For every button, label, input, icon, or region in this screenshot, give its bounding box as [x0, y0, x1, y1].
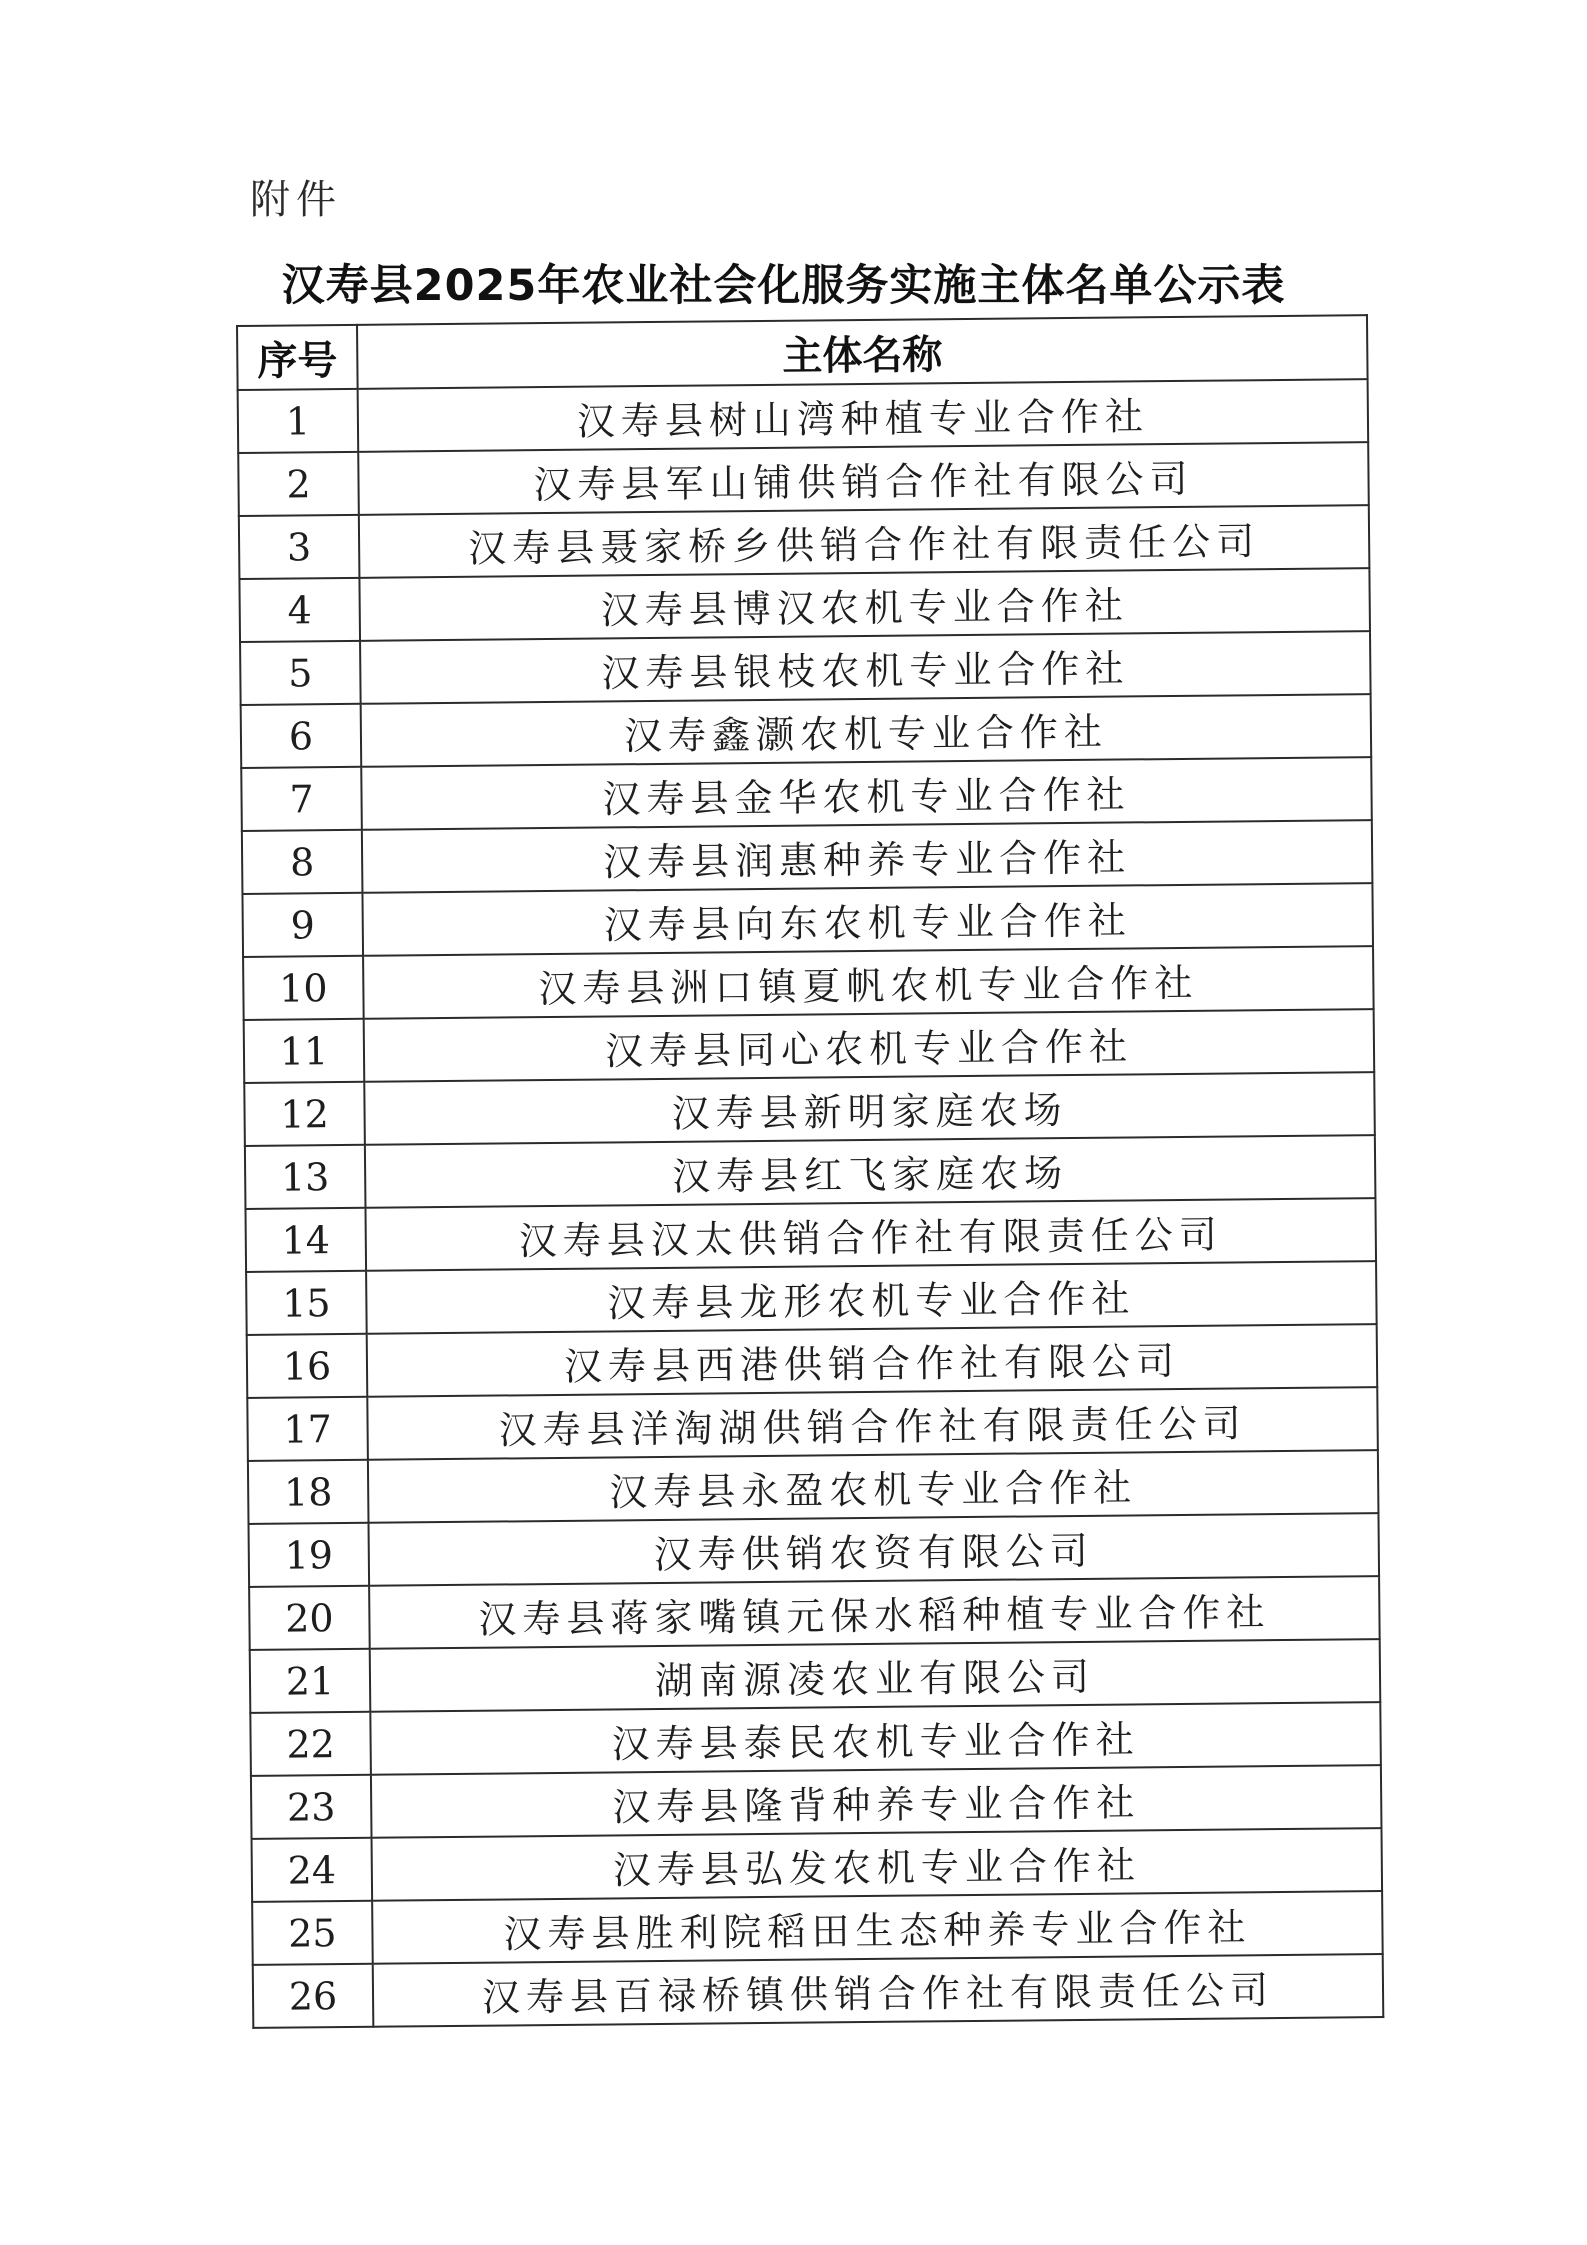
table-row: [246, 1261, 1377, 1335]
entity-name-cell: 汉寿县红飞家庭农场: [365, 1135, 1376, 1208]
entity-name-cell: 汉寿县胜利院稻田生态种养专业合作社: [372, 1891, 1383, 1964]
serial-number-cell: 16: [247, 1334, 368, 1398]
entity-name-cell: 汉寿供销农资有限公司: [369, 1513, 1380, 1586]
table-row: [242, 820, 1373, 894]
entity-name-cell: 汉寿县洲口镇夏帆农机专业合作社: [363, 946, 1374, 1019]
serial-number-cell: 1: [238, 389, 359, 453]
table-row: [239, 568, 1370, 642]
entity-name-cell: 汉寿县永盈农机专业合作社: [368, 1450, 1379, 1523]
table-row: [247, 1324, 1378, 1398]
entity-name-cell: 汉寿县蒋家嘴镇元保水稻种植专业合作社: [369, 1576, 1380, 1649]
entity-name-cell: 汉寿县百禄桥镇供销合作社有限责任公司: [373, 1954, 1384, 2027]
entity-name-cell: 汉寿县洋淘湖供销合作社有限责任公司: [367, 1387, 1378, 1460]
table-row: [250, 1639, 1381, 1713]
serial-number-cell: 17: [247, 1397, 368, 1461]
serial-number-cell: 21: [250, 1649, 371, 1713]
table-row: [239, 505, 1370, 579]
serial-number-cell: 13: [245, 1145, 366, 1209]
table-row: [252, 1891, 1383, 1965]
serial-number-cell: 6: [241, 704, 362, 768]
table-row: [247, 1387, 1378, 1461]
entity-list-table: [236, 314, 1384, 2029]
serial-number-cell: 19: [249, 1523, 370, 1587]
serial-number-cell: 8: [242, 830, 363, 894]
table-row: [250, 1702, 1381, 1776]
serial-number-cell: 10: [243, 956, 364, 1020]
serial-number-cell: 24: [252, 1838, 373, 1902]
entity-name-cell: 汉寿县银枝农机专业合作社: [360, 631, 1371, 704]
entity-list-table-container: [236, 314, 1382, 2029]
table-row: [248, 1450, 1379, 1524]
entity-name-cell: 汉寿县龙形农机专业合作社: [366, 1261, 1377, 1334]
serial-number-cell: 7: [241, 767, 362, 831]
entity-name-cell: 汉寿县西港供销合作社有限公司: [367, 1324, 1378, 1397]
serial-number-cell: 14: [245, 1208, 366, 1272]
table-row: [253, 1954, 1384, 2028]
entity-name-cell: 汉寿县树山湾种植专业合作社: [358, 379, 1369, 452]
header-serial-number: 序号: [237, 325, 358, 390]
serial-number-cell: 3: [239, 515, 360, 579]
table-row: [245, 1198, 1376, 1272]
serial-number-cell: 23: [251, 1775, 372, 1839]
entity-name-cell: 汉寿县隆背种养专业合作社: [371, 1765, 1382, 1838]
table-body: [238, 379, 1384, 2028]
table-row: [241, 757, 1372, 831]
table-row: [249, 1576, 1380, 1650]
table-header-row: [237, 315, 1368, 390]
entity-name-cell: 汉寿县润惠种养专业合作社: [362, 820, 1373, 893]
header-entity-name: 主体名称: [357, 315, 1368, 389]
table-row: [243, 946, 1374, 1020]
entity-name-cell: 汉寿县新明家庭农场: [364, 1072, 1375, 1145]
table-row: [251, 1765, 1382, 1839]
entity-name-cell: 汉寿县聂家桥乡供销合作社有限责任公司: [359, 505, 1370, 578]
entity-name-cell: 汉寿县金华农机专业合作社: [361, 757, 1372, 830]
serial-number-cell: 9: [242, 893, 363, 957]
attachment-label: 附件: [250, 177, 342, 223]
serial-number-cell: 26: [253, 1964, 374, 2028]
entity-name-cell: 汉寿鑫灏农机专业合作社: [361, 694, 1372, 767]
entity-name-cell: 汉寿县向东农机专业合作社: [362, 883, 1373, 956]
entity-name-cell: 汉寿县博汉农机专业合作社: [359, 568, 1370, 641]
table-row: [242, 883, 1373, 957]
table-row: [238, 442, 1369, 516]
entity-name-cell: 汉寿县军山铺供销合作社有限公司: [358, 442, 1369, 515]
table-row: [241, 694, 1372, 768]
serial-number-cell: 4: [239, 578, 360, 642]
table-row: [252, 1828, 1383, 1902]
table-row: [240, 631, 1371, 705]
entity-name-cell: 汉寿县汉太供销合作社有限责任公司: [365, 1198, 1376, 1271]
serial-number-cell: 18: [248, 1460, 369, 1524]
serial-number-cell: 20: [249, 1586, 370, 1650]
table-row: [238, 379, 1369, 453]
serial-number-cell: 12: [244, 1082, 365, 1146]
entity-name-cell: 汉寿县弘发农机专业合作社: [372, 1828, 1383, 1901]
entity-name-cell: 湖南源凌农业有限公司: [370, 1639, 1381, 1712]
entity-name-cell: 汉寿县泰民农机专业合作社: [370, 1702, 1381, 1775]
table-row: [249, 1513, 1380, 1587]
serial-number-cell: 25: [252, 1901, 373, 1965]
table-row: [245, 1135, 1376, 1209]
serial-number-cell: 2: [238, 452, 359, 516]
serial-number-cell: 5: [240, 641, 361, 705]
serial-number-cell: 15: [246, 1271, 367, 1335]
table-row: [244, 1009, 1375, 1083]
serial-number-cell: 22: [250, 1712, 371, 1776]
entity-name-cell: 汉寿县同心农机专业合作社: [364, 1009, 1375, 1082]
document-title: 汉寿县2025年农业社会化服务实施主体名单公示表: [281, 261, 1286, 311]
table-row: [244, 1072, 1375, 1146]
serial-number-cell: 11: [244, 1019, 365, 1083]
